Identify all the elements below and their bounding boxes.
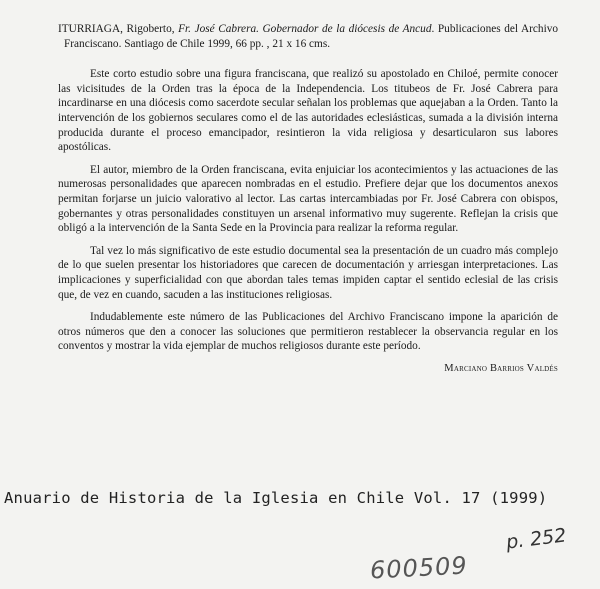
review-paragraph-1: Este corto estudio sobre una figura franciscana, que realizó su apostolado en Chiloé, permite conocer las vicisitudes de la Orden tras la época de la Independencia. Los titubeos de Fr. José Cabrera para incardinarse en una diócesis como sacerdote secular señalan los problemas que aquejaban a la Orden. Tanto la intervención de los gobiernos seculares como el de las autoridades eclesiásticas, sumada a la división interna producida durante el proceso emancipador, resintieron la vida religiosa y desarticularon sus labores apostólicas. (58, 68, 558, 154)
bibliographic-citation (58, 22, 558, 51)
book-review (58, 22, 558, 376)
citation-details: . Publicaciones del Archivo Franciscano. Santiago de Chile 1999, 66 pp. , 21 x 16 cms. (64, 23, 559, 50)
review-paragraph-4: Indudablemente este número de las Publicaciones del Archivo Franciscano impone la aparición de otros números que den a conocer las soluciones que permitieron restablecer la observancia regular en los conventos y mostrar la vida ejemplar de muchos religiosos durante este período. (58, 311, 558, 353)
review-paragraph-2: El autor, miembro de la Orden franciscana, evita enjuiciar los acontecimientos y las actuaciones de las numerosas personalidades que aparecen nombradas en el estudio. Prefiere dejar que los documentos anexos permitan forjarse un juicio valorativo al lector. Las cartas intercambiadas por Fr. José Cabrera con obispos, gobernantes y otras personalidades constituyen un arsenal informativo muy sugerente. Reflejan la crisis que obligó a la intervención de la Santa Sede en la Provincia para realizar la reforma regular. (58, 163, 558, 235)
citation-title: Fr. José Cabrera. Gobernador de la diócesis de Ancud (178, 23, 432, 35)
journal-reference: Anuario de Historia de la Iglesia en Chile Vol. 17 (1999) (4, 489, 548, 507)
reviewer-signature: Marciano Barrios Valdés (444, 362, 558, 374)
handwritten-catalog-number: 600509 (369, 551, 469, 585)
review-paragraph-3: Tal vez lo más significativo de este estudio documental sea la presentación de un cuadro más complejo de lo que suelen presentar los historiadores que carecen de documentación y arriesgan interpretaciones. Las implicaciones y superficialidad con que abordan tales temas impiden captar el sentido eclesial de las crisis que, de vez en cuando, sacuden a las instituciones religiosas. (58, 244, 558, 301)
handwritten-page-number: p. 252 (504, 524, 568, 554)
citation-author: ITURRIAGA, Rigoberto, (58, 23, 179, 35)
